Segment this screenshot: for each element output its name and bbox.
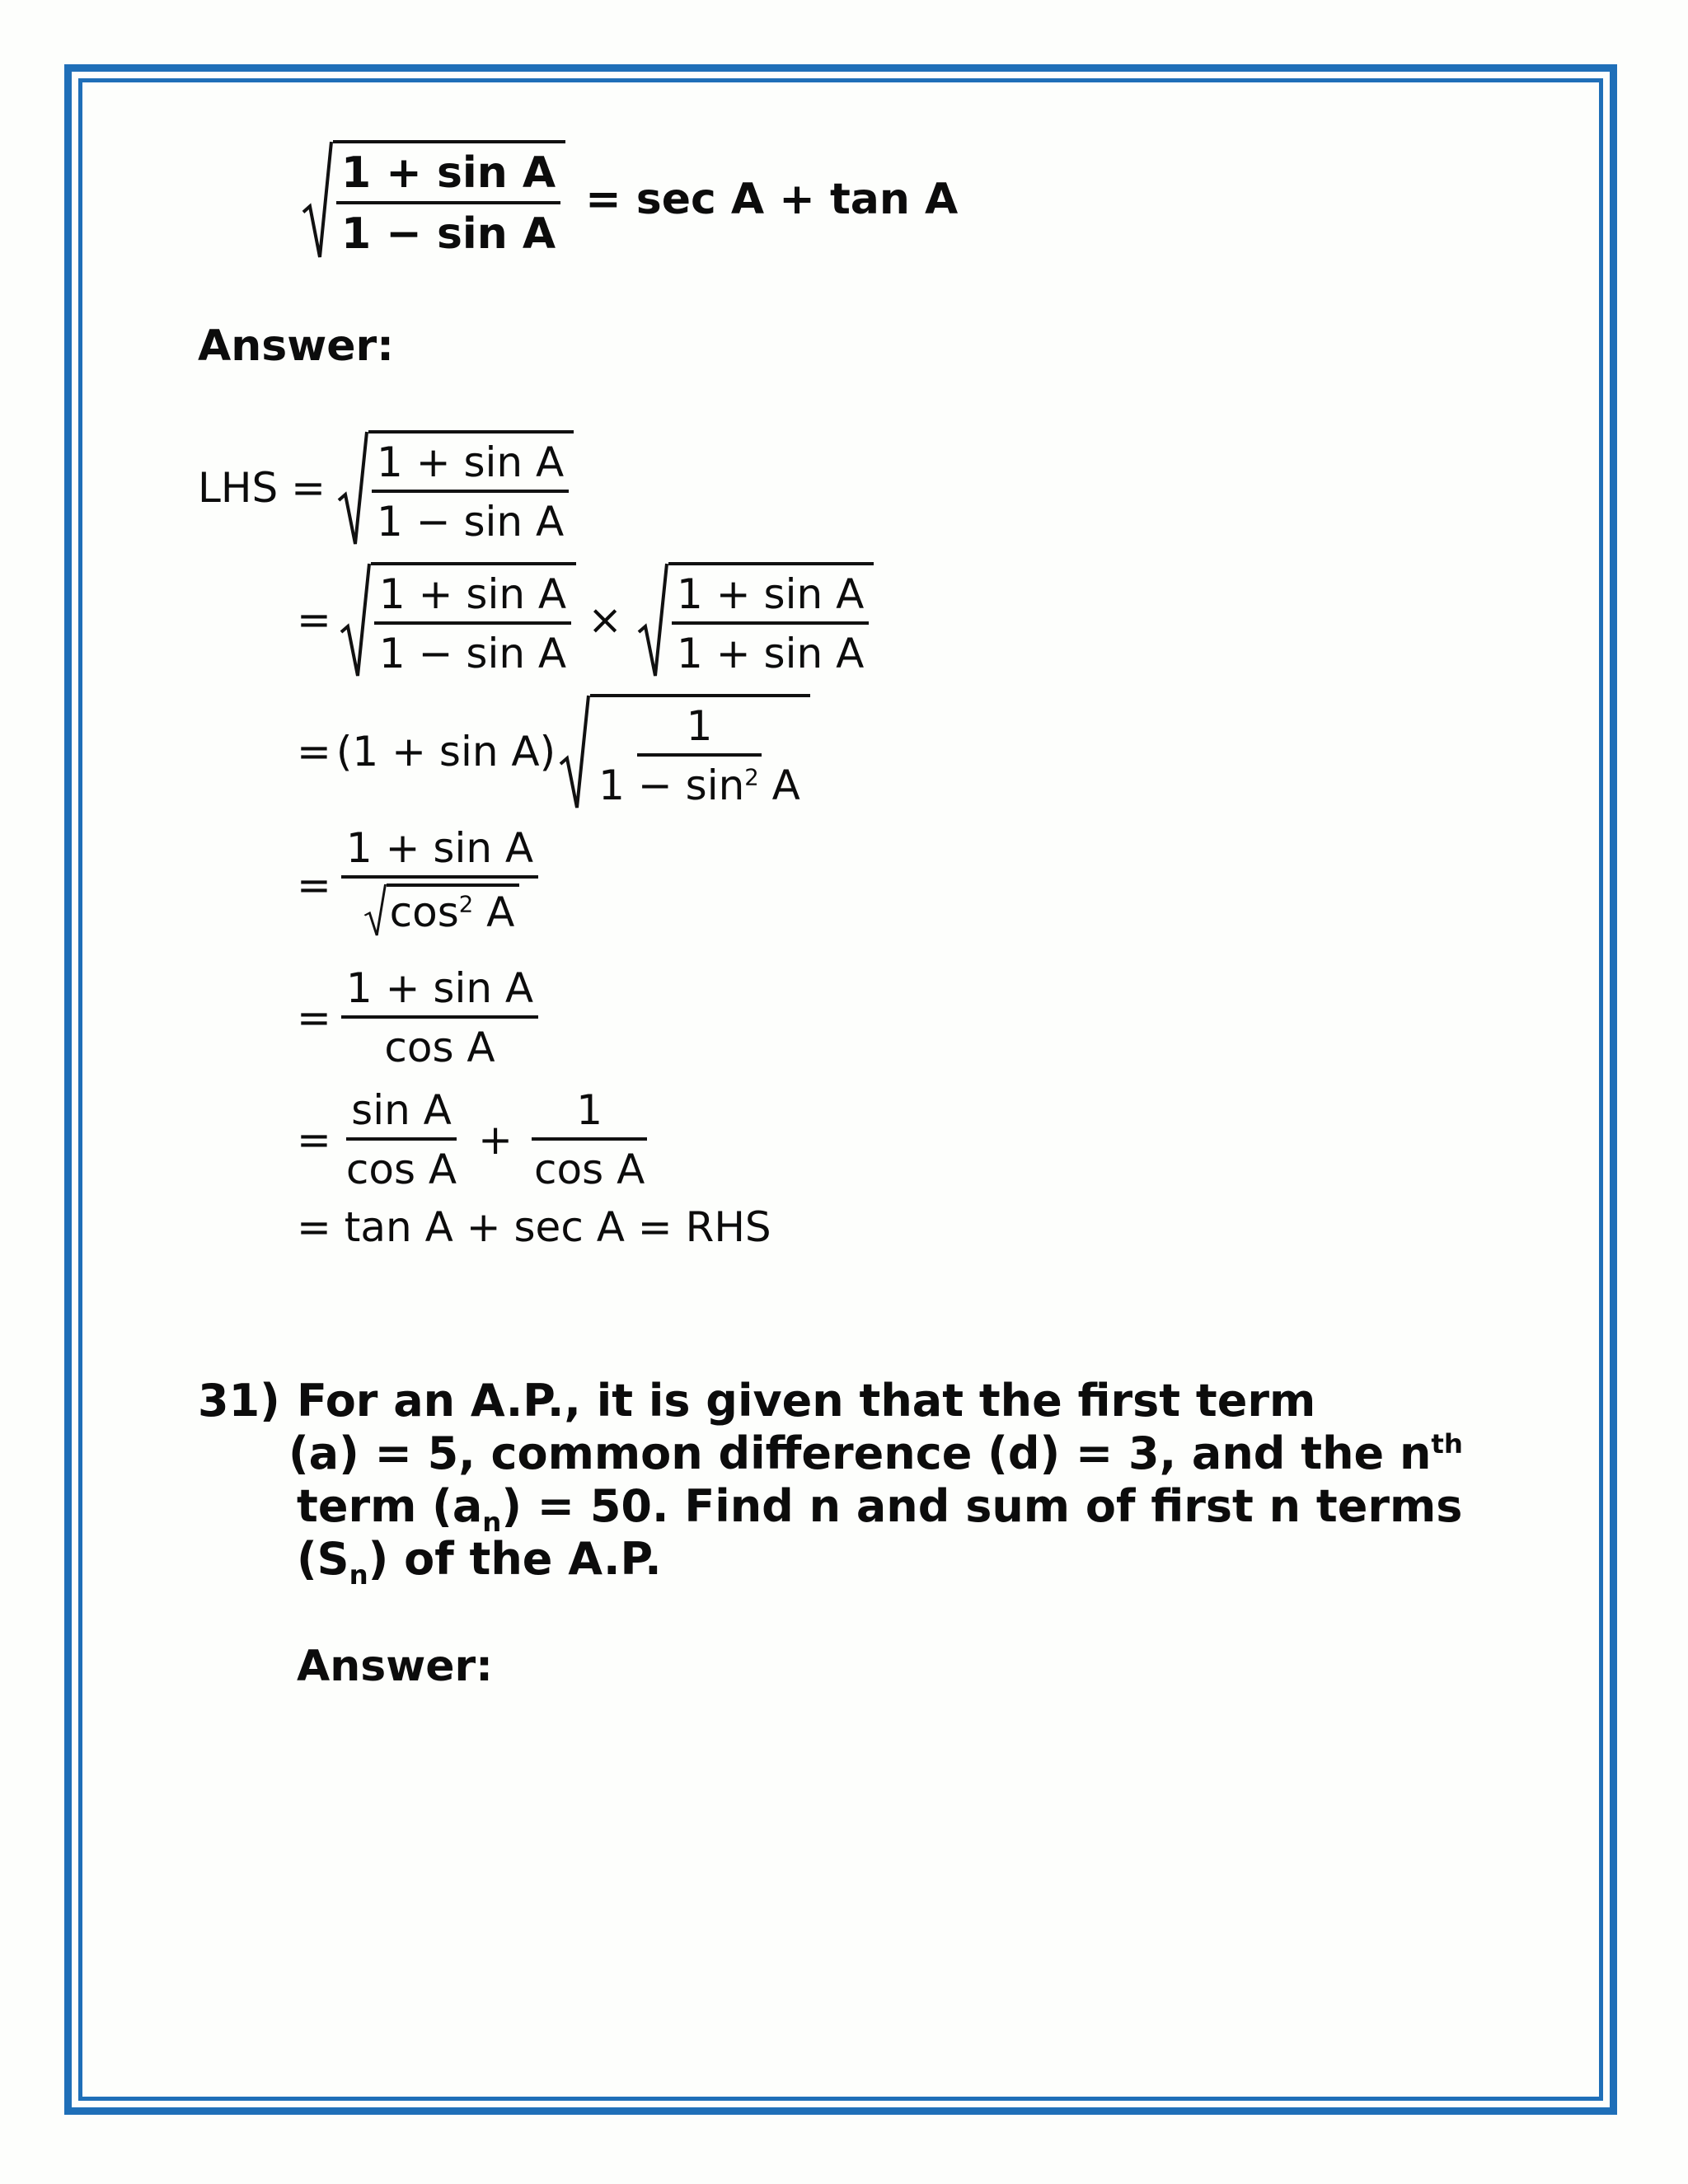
- equals-sign: =: [297, 1116, 331, 1164]
- s3-denominator: $1 - \sin^2 A$: [598, 762, 800, 809]
- s2-denominator-2: 1 + sin A: [677, 630, 865, 677]
- s2-numerator-2: 1 + sin A: [672, 570, 869, 625]
- step-5: [297, 964, 543, 1071]
- s5-denominator: cos A: [384, 1024, 495, 1071]
- s4-denominator: $\cos^2 A$: [355, 879, 525, 946]
- header-equation: [298, 140, 958, 259]
- header-rhs: = sec A + tan A: [585, 175, 959, 224]
- step-2: [297, 562, 874, 677]
- s3-numerator: 1: [637, 702, 762, 757]
- s2-numerator-1: 1 + sin A: [374, 570, 571, 625]
- s5-numerator: 1 + sin A: [341, 964, 538, 1019]
- question-number: 31): [198, 1375, 280, 1427]
- step-lhs: [198, 430, 574, 546]
- plus-sign: +: [478, 1116, 513, 1164]
- question-line-1: For an A.P., it is given that the first term: [297, 1375, 1316, 1427]
- equals-sign: =: [297, 728, 331, 776]
- equals-sign: =: [297, 596, 331, 644]
- question-line-3: term $(a_n) = 50$. Find n and sum of first n terms: [297, 1480, 1463, 1538]
- equals-sign: =: [297, 994, 331, 1042]
- step-4: [297, 824, 543, 946]
- answer-label-1: Answer:: [198, 321, 394, 371]
- question-line-4: $(S_n)$ of the A.P.: [297, 1533, 662, 1591]
- question-line-2: (a) = 5, common difference (d) = 3, and the $n^{th}$: [288, 1427, 1463, 1479]
- step-3: [297, 694, 810, 809]
- s4-numerator: 1 + sin A: [341, 824, 538, 879]
- header-fraction-denominator: 1 − sin A: [341, 209, 556, 259]
- lhs-label: LHS =: [198, 464, 326, 512]
- s6-numerator-2: 1: [532, 1086, 647, 1141]
- s6-numerator-1: sin A: [346, 1086, 457, 1141]
- s6-denominator-1: cos A: [345, 1146, 457, 1193]
- step-6: [297, 1086, 654, 1193]
- equals-sign: =: [297, 861, 331, 909]
- times-sign: ×: [588, 596, 623, 644]
- s1-numerator: 1 + sin A: [372, 438, 569, 493]
- header-fraction-numerator: 1 + sin A: [336, 148, 560, 204]
- sqrt-sign: [302, 140, 565, 259]
- s2-denominator-1: 1 − sin A: [378, 630, 567, 677]
- s6-denominator-2: cos A: [534, 1146, 645, 1193]
- s1-denominator: 1 − sin A: [376, 498, 565, 546]
- answer-label-2: Answer:: [297, 1642, 493, 1691]
- s3-factor: (1 + sin A): [335, 728, 556, 776]
- step-7-result: = tan A + sec A = RHS: [297, 1203, 771, 1251]
